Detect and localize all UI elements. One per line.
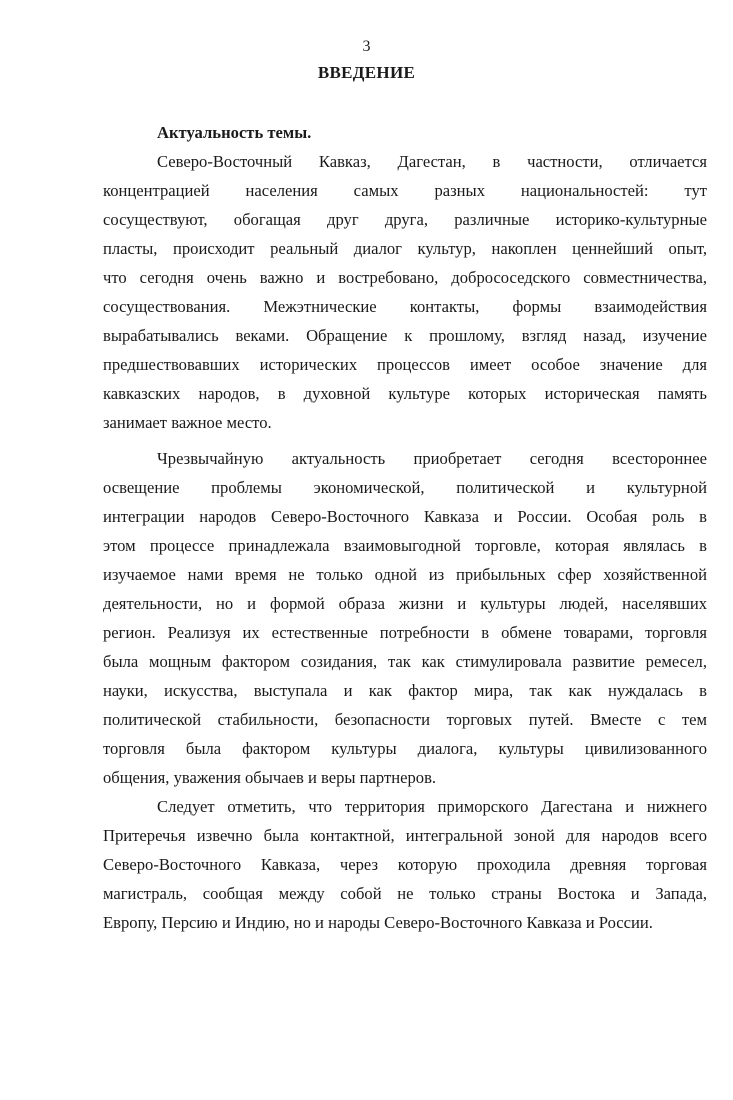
text-line: политической стабильности, безопасности торговых путей. Вместе с тем: [103, 710, 707, 729]
text-line: Северо-Восточного Кавказа, через которую проходила древняя торговая: [103, 855, 707, 874]
text-line: Притеречья извечно была контактной, интегральной зоной для народов всего: [103, 826, 707, 845]
paragraph-gap: [103, 437, 707, 444]
text-line: вырабатывались веками. Обращение к прошлому, взгляд назад, изучение: [103, 326, 707, 345]
text-line: изучаемое нами время не только одной из прибыльных сфер хозяйственной: [103, 565, 707, 584]
text-line: регион. Реализуя их естественные потребности в обмене товарами, торговля: [103, 623, 707, 642]
text-line: Следует отметить, что территория приморского Дагестана и нижнего: [157, 797, 707, 816]
text-line: концентрацией населения самых разных национальностей: тут: [103, 181, 707, 200]
text-line: сосуществования. Межэтнические контакты, формы взаимодействия: [103, 297, 707, 316]
section-subheading: Актуальность темы.: [157, 123, 312, 142]
text-line: Чрезвычайную актуальность приобретает сегодня всестороннее: [157, 449, 707, 468]
page-title: ВВЕДЕНИЕ: [317, 63, 416, 82]
text-line: науки, искусства, выступала и как фактор мира, так как нуждалась в: [103, 681, 707, 700]
page-number: 3: [362, 38, 371, 55]
paragraph: [103, 444, 707, 792]
text-line: предшествовавших исторических процессов имеет особое значение для: [103, 355, 707, 374]
text-line: освещение проблемы экономической, политической и культурной: [103, 478, 707, 497]
text-line: кавказских народов, в духовной культуре которых историческая память: [103, 384, 707, 403]
text-line: занимает важное место.: [103, 413, 272, 432]
text-line: деятельности, но и формой образа жизни и культуры людей, населявших: [103, 594, 707, 613]
text-line: Северо-Восточный Кавказ, Дагестан, в частности, отличается: [157, 152, 707, 171]
text-line: магистраль, сообщая между собой не только страны Востока и Запада,: [103, 884, 707, 903]
text-line: этом процессе принадлежала взаимовыгодной торговле, которая являлась в: [103, 536, 707, 555]
paragraph: [103, 792, 707, 937]
text-line: торговля была фактором культуры диалога, культуры цивилизованного: [103, 739, 707, 758]
text-line: пласты, происходит реальный диалог культур, накоплен ценнейший опыт,: [103, 239, 707, 258]
text-line: интеграции народов Северо-Восточного Кавказа и России. Особая роль в: [103, 507, 707, 526]
text-line: была мощным фактором созидания, так как стимулировала развитие ремесел,: [103, 652, 707, 671]
text-line: общения, уважения обычаев и веры партнеров.: [103, 768, 437, 787]
text-line: Европу, Персию и Индию, но и народы Северо-Восточного Кавказа и России.: [103, 913, 653, 932]
text-line: что сегодня очень важно и востребовано, добрососедского совместничества,: [103, 268, 707, 287]
document-body: [103, 118, 707, 937]
paragraph: [103, 147, 707, 437]
text-line: сосуществуют, обогащая друг друга, различные историко-культурные: [103, 210, 707, 229]
